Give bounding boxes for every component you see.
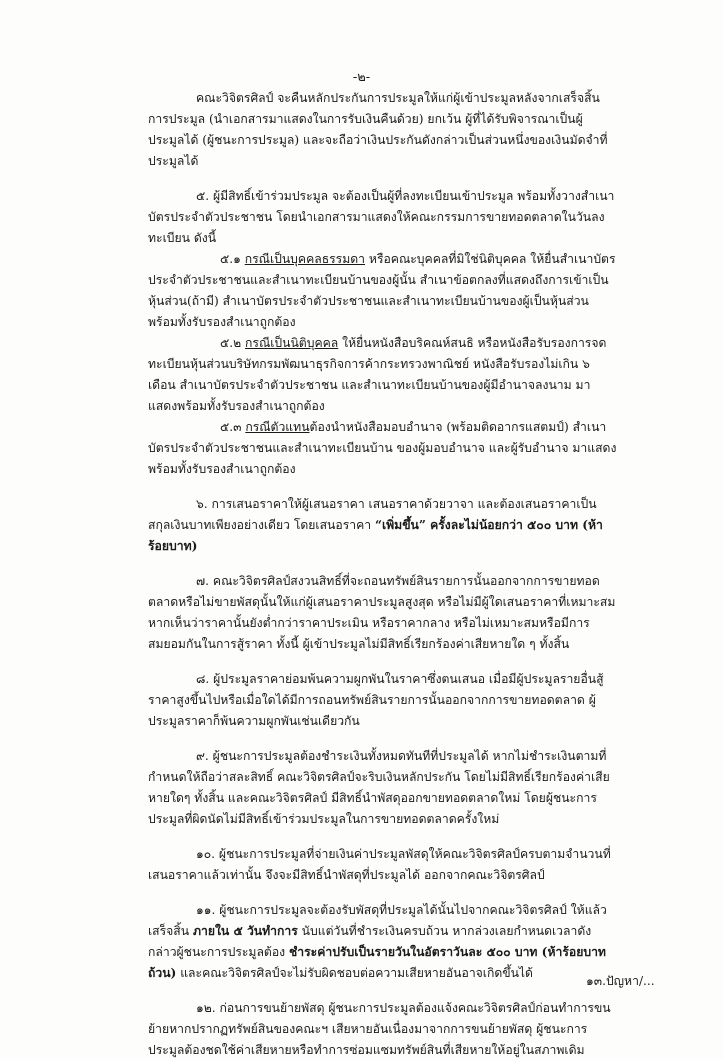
- paragraph-intro: คณะวิจิตรศิลป์ จะคืนหลักประกันการประมูลให้แก่ผู้เข้าประมูลหลังจากเสร็จสิ้นการประมูล (นำเอกสารมาแสดงในการรับเงินคืนด้วย) ยกเว้น ผู้ที่ได้รับพิจารณาเป็นผู้ประมูลได้ (ผู้ชนะการประมูล) และจะถือว่าเงินประกันดังกล่าวเป็นส่วนหนึ่งของเงินมัดจำที่ประมูลได้: [148, 91, 608, 168]
- bold-text: ภายใน ๕ วันทำการ: [192, 924, 298, 938]
- clause-text: หรือคณะบุคคลที่มิใช่นิติบุคคล ให้ยื่นสำเนาบัตรประจำตัวประชาชนและสำเนาทะเบียนบ้านของผู้นั้น สำเนาข้อตกลงที่แสดงถึงการเข้าเป็นหุ้นส่วน(ถ้ามี) สำเนาบัตรประจำตัวประชาชนและสำเนาทะเบียนบ้านของผู้เป็นหุ้นส่วน พร้อมทั้งรับรองสำเนาถูกต้อง: [148, 252, 616, 329]
- clause-text: นับแต่วันที่ชำระเงินครบถ้วน หากล่วงเลยกำหนดเวลาดังกล่าวผู้ชนะการประมูลต้อง: [148, 924, 592, 959]
- paragraph-8: ๘. ผู้ประมูลราคาย่อมพ้นความผูกพันในราคาซึ่งตนเสนอ เมื่อมีผู้ประมูลรายอื่นสู้ราคาสูงขึ้นไปหรือเมื่อใดได้มีการถอนทรัพย์สินรายการนั้นออกจากการขายทอดตลาด ผู้ประมูลราคาก็พ้นความผูกพันเช่นเดียวกัน: [148, 672, 604, 728]
- document-body: [148, 88, 618, 1061]
- paragraph-12: ๑๒. ก่อนการขนย้ายพัสดุ ผู้ชนะการประมูลต้องแจ้งคณะวิจิตรศิลป์ก่อนทำการขนย้ายหากปรากฏทรัพย์สินของคณะฯ เสียหายอันเนื่องมาจากการขนย้ายพัสดุ ผู้ชนะการประมูลต้องชดใช้ค่าเสียหายหรือทำการซ่อมแซมทรัพย์สินที่เสียหายให้อยู่ในสภาพเดิม: [148, 1001, 611, 1057]
- underlined-heading: กรณีตัวแทน: [245, 420, 310, 434]
- paragraph-5-1: [148, 249, 618, 333]
- clause-text: ๖. การเสนอราคาให้ผู้เสนอราคา เสนอราคาด้วยวาจา และต้องเสนอราคาเป็นสกุลเงินบาทเพียงอย่างเดียว โดยเสนอราคา: [148, 497, 597, 532]
- underlined-heading: กรณีเป็นบุคคลธรรมดา: [244, 252, 366, 266]
- bold-text: “เพิ่มขึ้น” ครั้งละไม่น้อยกว่า ๕๐๐ บาท (ห้าร้อยบาท): [148, 518, 603, 553]
- clause-number: ๕.๑: [220, 252, 245, 266]
- paragraph-5: ๕. ผู้มีสิทธิ์เข้าร่วมประมูล จะต้องเป็นผู้ที่ลงทะเบียนเข้าประมูล พร้อมทั้งวางสำเนาบัตรประจำตัวประชาชน โดยนำเอกสารมาแสดงให้คณะกรรมการขายทอดตลาดในวันลงทะเบียน ดังนี้: [148, 189, 615, 245]
- paragraph-7: ๗. คณะวิจิตรศิลป์สงวนสิทธิ์ที่จะถอนทรัพย์สินรายการนั้นออกจากการขายทอดตลาดหรือไม่ขายพัสดุนั้นให้แก่ผู้เสนอราคาประมูลสูงสุด หรือไม่มีผู้ใดเสนอราคาที่เหมาะสมหากเห็นว่าราคานั้นยังต่ำกว่าราคาประเมิน หรือราคากลาง หรือไม่เหมาะสมหรือมีการสมยอมกันในการสู้ราคา ทั้งนี้ ผู้เข้าประมูลไม่มีสิทธิ์เรียกร้องค่าเสียหายใด ๆ ทั้งสิ้น: [148, 574, 616, 651]
- paragraph-6: [148, 494, 618, 557]
- page-number: -๒-: [352, 70, 371, 85]
- clause-number: ๕.๒: [220, 336, 246, 350]
- clause-text: ให้ยื่นหนังสือบริคณห์สนธิ หรือหนังสือรับรองการจดทะเบียนหุ้นส่วนบริษัทกรมพัฒนาธุรกิจการค้ากระทรวงพาณิชย์ หนังสือรับรองไม่เกิน ๖ เดือน สำเนาบัตรประจำตัวประชาชน และสำเนาทะเบียนบ้านของผู้มีอำนาจลงนาม มาแสดงพร้อมทั้งรับรองสำเนาถูกต้อง: [148, 336, 607, 413]
- clause-number: ๕.๓: [220, 420, 246, 434]
- continuation-note: ๑๓.ปัญหา/...: [586, 974, 655, 988]
- paragraph-9: ๙. ผู้ชนะการประมูลต้องชำระเงินทั้งหมดทันทีที่ประมูลได้ หากไม่ชำระเงินตามที่กำหนดให้ถือว่าสละสิทธิ์ คณะวิจิตรศิลป์จะริบเงินหลักประกัน โดยไม่มีสิทธิ์เรียกร้องค่าเสียหายใดๆ ทั้งสิ้น และคณะวิจิตรศิลป์ มีสิทธิ์นำพัสดุออกขายทอดตลาดใหม่ โดยผู้ชนะการประมูลที่ผิดนัดไม่มีสิทธิ์เข้าร่วมประมูลในการขายทอดตลาดครั้งใหม่: [148, 749, 610, 826]
- paragraph-5-2: [148, 333, 618, 417]
- bold-text: ชำระค่าปรับเป็นรายวันในอัตราวันละ ๕๐๐ บาท (ห้าร้อยบาทถ้วน): [148, 945, 606, 980]
- clause-text: ๑๑. ผู้ชนะการประมูลจะต้องรับพัสดุที่ประมูลได้นั้นไปจากคณะวิจิตรศิลป์ ให้แล้วเสร็จสิ้น: [148, 903, 607, 938]
- clause-text: ต้องนำหนังสือมอบอำนาจ (พร้อมติดอากรแสตมป์) สำเนาบัตรประจำตัวประชาชนและสำเนาทะเบียนบ้าน ของผู้มอบอำนาจ และผู้รับอำนาจ มาแสดงพร้อมทั้งรับรองสำเนาถูกต้อง: [148, 420, 617, 476]
- paragraph-10: ๑๐. ผู้ชนะการประมูลที่จ่ายเงินค่าประมูลพัสดุให้คณะวิจิตรศิลป์ครบตามจำนวนที่เสนอราคาแล้วเท่านั้น จึงจะมีสิทธิ์นำพัสดุที่ประมูลได้ ออกจากคณะวิจิตรศิลป์: [148, 847, 611, 882]
- paragraph-5-3: [148, 417, 618, 480]
- underlined-heading: กรณีเป็นนิติบุคคล: [245, 336, 339, 350]
- clause-text: และคณะวิจิตรศิลป์จะไม่รับผิดชอบต่อความเสียหายอันอาจเกิดขึ้นได้: [176, 966, 533, 980]
- paragraph-11: [148, 900, 618, 984]
